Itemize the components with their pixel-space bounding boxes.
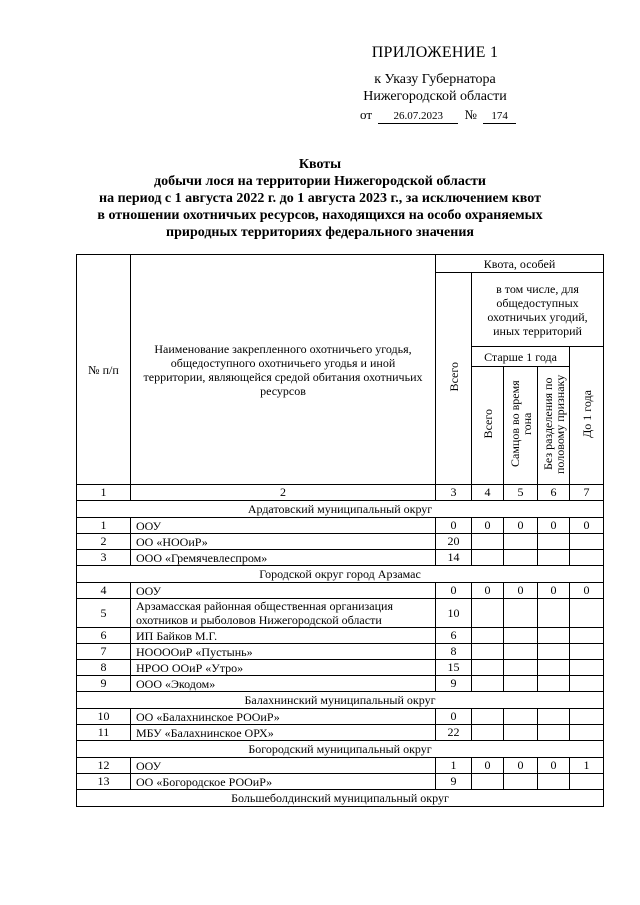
- row-males: [504, 550, 538, 566]
- row-no-sex: [538, 774, 570, 790]
- row-name: ООО «Экодом»: [131, 676, 436, 692]
- appendix-line-1: к Указу Губернатора: [374, 72, 496, 87]
- header-including: в том числе, для общедоступных охотничьих угодий, иных территорий: [472, 273, 604, 347]
- table-row: [77, 550, 604, 566]
- table-row: [77, 599, 604, 628]
- section-row: [77, 692, 604, 709]
- row-no-sex: [538, 534, 570, 550]
- row-number: 7: [77, 644, 131, 660]
- row-older-total: 0: [472, 583, 504, 599]
- row-under-one: [570, 550, 604, 566]
- header-under-one: [570, 347, 604, 485]
- section-title: Балахнинский муниципальный округ: [77, 692, 604, 709]
- row-number: 2: [77, 534, 131, 550]
- column-number: 1: [77, 485, 131, 501]
- row-males: [504, 644, 538, 660]
- header-quota: Квота, особей: [436, 255, 604, 273]
- row-number: 1: [77, 518, 131, 534]
- row-no-sex: [538, 644, 570, 660]
- section-row: [77, 790, 604, 807]
- row-total: 9: [436, 676, 472, 692]
- row-no-sex: 0: [538, 518, 570, 534]
- row-under-one: [570, 660, 604, 676]
- row-number: 5: [77, 599, 131, 628]
- table-row: [77, 774, 604, 790]
- row-males: 0: [504, 583, 538, 599]
- row-total: 0: [436, 583, 472, 599]
- section-title: Богородский муниципальный округ: [77, 741, 604, 758]
- row-males: [504, 660, 538, 676]
- row-older-total: 0: [472, 518, 504, 534]
- row-name: ОО «Балахнинское РООиР»: [131, 709, 436, 725]
- row-name: ООО «Гремячевлеспром»: [131, 550, 436, 566]
- row-name: ООУ: [131, 758, 436, 774]
- row-older-total: [472, 534, 504, 550]
- table-row: [77, 518, 604, 534]
- row-older-total: [472, 676, 504, 692]
- row-older-total: [472, 599, 504, 628]
- row-name: ИП Байков М.Г.: [131, 628, 436, 644]
- row-males: [504, 725, 538, 741]
- row-name: МБУ «Балахнинское ОРХ»: [131, 725, 436, 741]
- document-heading: [60, 156, 580, 241]
- number-prefix: №: [464, 107, 477, 122]
- section-row: [77, 566, 604, 583]
- table-row: [77, 725, 604, 741]
- row-no-sex: [538, 550, 570, 566]
- row-under-one: [570, 676, 604, 692]
- header-older-total-text: Всего: [480, 409, 495, 439]
- row-number: 9: [77, 676, 131, 692]
- row-no-sex: [538, 725, 570, 741]
- row-older-total: [472, 774, 504, 790]
- header-no-sex: [538, 367, 570, 485]
- row-under-one: 0: [570, 518, 604, 534]
- column-number: 5: [504, 485, 538, 501]
- appendix-title: ПРИЛОЖЕНИЕ 1: [371, 44, 499, 61]
- row-number: 4: [77, 583, 131, 599]
- row-males: [504, 774, 538, 790]
- row-total: 1: [436, 758, 472, 774]
- row-total: 20: [436, 534, 472, 550]
- row-no-sex: [538, 628, 570, 644]
- row-older-total: [472, 644, 504, 660]
- row-name: ОО «НООиР»: [131, 534, 436, 550]
- row-total: 9: [436, 774, 472, 790]
- table-row: [77, 644, 604, 660]
- row-total: 0: [436, 709, 472, 725]
- appendix-line-2: Нижегородской области: [363, 89, 507, 104]
- heading-line: на период с 1 августа 2022 г. до 1 августа 2023 г., за исключением квот: [99, 191, 541, 206]
- row-name: Арзамасская районная общественная организация охотников и рыболовов Нижегородской области: [131, 599, 436, 628]
- row-no-sex: [538, 599, 570, 628]
- row-number: 3: [77, 550, 131, 566]
- row-males: [504, 676, 538, 692]
- section-row: [77, 741, 604, 758]
- appendix-date-row: [360, 107, 516, 124]
- column-number-row: [77, 485, 604, 501]
- date-prefix: от: [360, 107, 373, 122]
- header-under-one-text: До 1 года: [579, 390, 594, 438]
- row-name: ООУ: [131, 583, 436, 599]
- row-no-sex: 0: [538, 583, 570, 599]
- row-males: [504, 628, 538, 644]
- row-number: 8: [77, 660, 131, 676]
- column-number: 4: [472, 485, 504, 501]
- table-body: [77, 485, 604, 807]
- heading-line: Квоты: [298, 157, 342, 172]
- row-under-one: 1: [570, 758, 604, 774]
- row-total: 0: [436, 518, 472, 534]
- row-older-total: [472, 628, 504, 644]
- section-title: Большеболдинский муниципальный округ: [77, 790, 604, 807]
- table-row: [77, 534, 604, 550]
- heading-line: в отношении охотничьих ресурсов, находящихся на особо охраняемых: [97, 208, 543, 223]
- quota-table: [76, 254, 604, 807]
- row-under-one: 0: [570, 583, 604, 599]
- heading-line: добычи лося на территории Нижегородской области: [154, 174, 486, 189]
- column-number: 3: [436, 485, 472, 501]
- table-row: [77, 676, 604, 692]
- header-num: № п/п: [77, 255, 131, 485]
- row-total: 15: [436, 660, 472, 676]
- row-males: [504, 599, 538, 628]
- row-under-one: [570, 644, 604, 660]
- column-number: 2: [131, 485, 436, 501]
- row-total: 8: [436, 644, 472, 660]
- row-no-sex: [538, 660, 570, 676]
- row-older-total: [472, 550, 504, 566]
- row-name: ООУ: [131, 518, 436, 534]
- decree-number: 174: [483, 110, 516, 124]
- row-number: 11: [77, 725, 131, 741]
- row-under-one: [570, 709, 604, 725]
- header-total: [436, 273, 472, 485]
- header-older: Старше 1 года: [472, 347, 570, 367]
- row-total: 6: [436, 628, 472, 644]
- row-no-sex: 0: [538, 758, 570, 774]
- header-males: [504, 367, 538, 485]
- row-no-sex: [538, 709, 570, 725]
- row-older-total: [472, 709, 504, 725]
- table-row: [77, 628, 604, 644]
- header-males-text: Самцов во время гона: [507, 380, 534, 468]
- table-row: [77, 583, 604, 599]
- table-row: [77, 758, 604, 774]
- header-no-sex-text: Без разделения по половому признаку: [540, 374, 567, 474]
- decree-date: 26.07.2023: [378, 110, 458, 124]
- column-number: 6: [538, 485, 570, 501]
- row-number: 6: [77, 628, 131, 644]
- row-name: НРОО ООиР «Утро»: [131, 660, 436, 676]
- row-older-total: [472, 660, 504, 676]
- row-name: ОО «Богородское РООиР»: [131, 774, 436, 790]
- row-total: 10: [436, 599, 472, 628]
- section-title: Ардатовский муниципальный округ: [77, 501, 604, 518]
- row-under-one: [570, 534, 604, 550]
- header-older-total: [472, 367, 504, 485]
- row-number: 10: [77, 709, 131, 725]
- row-under-one: [570, 628, 604, 644]
- row-under-one: [570, 599, 604, 628]
- row-number: 13: [77, 774, 131, 790]
- row-males: 0: [504, 758, 538, 774]
- row-under-one: [570, 774, 604, 790]
- row-under-one: [570, 725, 604, 741]
- row-males: [504, 534, 538, 550]
- row-name: НОООOиР «Пустынь»: [131, 644, 436, 660]
- row-males: [504, 709, 538, 725]
- row-total: 14: [436, 550, 472, 566]
- section-title: Городской округ город Арзамас: [77, 566, 604, 583]
- row-males: 0: [504, 518, 538, 534]
- table-row: [77, 709, 604, 725]
- table-row: [77, 660, 604, 676]
- heading-line: природных территориях федерального значения: [166, 225, 474, 240]
- header-total-text: Всего: [446, 362, 461, 392]
- header-name: Наименование закрепленного охотничьего угодья, общедоступного охотничьего угодья и иной территории, являющейся средой обитания охотничьих ресурсов: [131, 255, 436, 485]
- section-row: [77, 501, 604, 518]
- row-no-sex: [538, 676, 570, 692]
- row-older-total: [472, 725, 504, 741]
- row-number: 12: [77, 758, 131, 774]
- column-number: 7: [570, 485, 604, 501]
- row-total: 22: [436, 725, 472, 741]
- row-older-total: 0: [472, 758, 504, 774]
